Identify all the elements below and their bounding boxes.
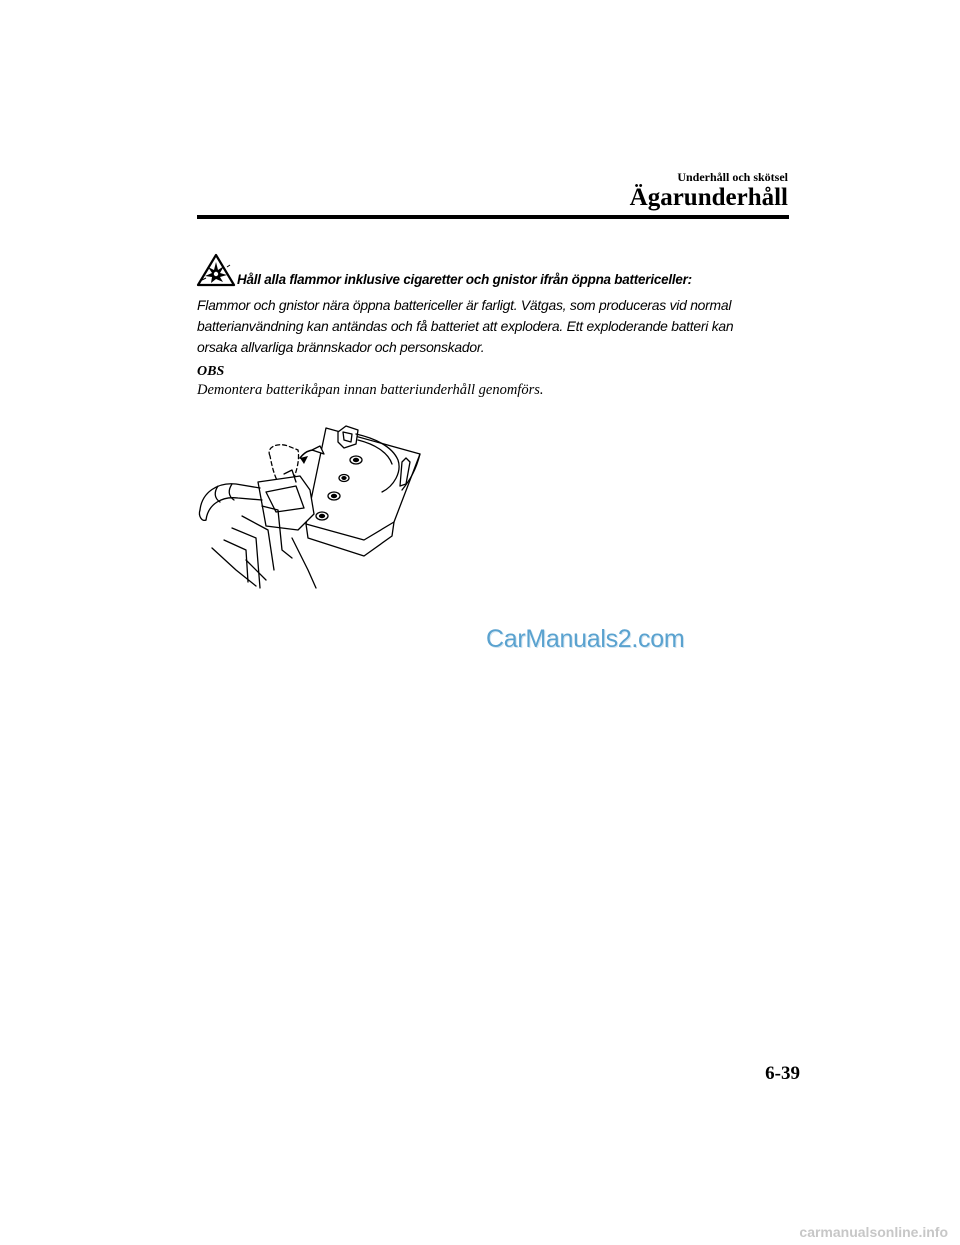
- warning-body-line: batterianvändning kan antändas och få batteriet att explodera. Ett exploderande batteri kan: [197, 318, 734, 334]
- warning-body-line: orsaka allvarliga brännskador och personskador.: [197, 339, 485, 355]
- warning-body-line: Flammor och gnistor nära öppna battericeller är farligt. Vätgas, som produceras vid normal: [197, 297, 732, 313]
- chapter-title: Ägarunderhåll: [629, 184, 788, 211]
- battery-cover-illustration: [196, 420, 428, 590]
- page-number: 6-39: [765, 1063, 800, 1084]
- warning-body: [197, 295, 797, 358]
- header-rule: [197, 215, 789, 219]
- explosion-warning-icon: [196, 253, 236, 287]
- note-heading: OBS: [197, 364, 225, 379]
- footer-watermark: carmanualsonline.info: [799, 1224, 948, 1240]
- watermark-carmanuals: CarManuals2.com: [486, 625, 685, 653]
- warning-title: Håll alla flammor inklusive cigaretter och gnistor ifrån öppna battericeller:: [237, 272, 692, 287]
- section-label: Underhåll och skötsel: [677, 170, 788, 184]
- note-text: Demontera batterikåpan innan batteriunderhåll genomförs.: [197, 382, 544, 398]
